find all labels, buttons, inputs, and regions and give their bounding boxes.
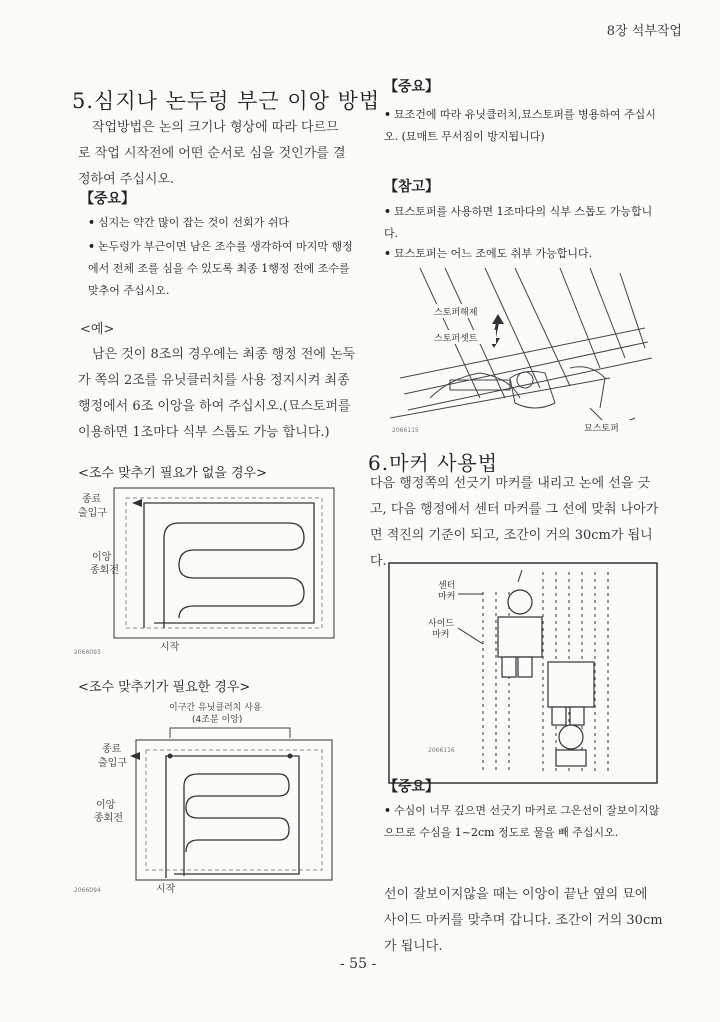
stopper-release-label: 스토퍼해제 bbox=[434, 308, 478, 318]
right-note1-text: • 묘조건에 따라 유닛클러치,묘스토퍼를 병용하여 주십시오. (묘매트 무서짐이 방지됩니다) bbox=[384, 108, 656, 143]
case1-title: <조수 맞추기 필요가 없을 경우> bbox=[78, 466, 268, 481]
d2-label-entry: 출입구 bbox=[98, 758, 127, 769]
d2-top-label1: 이구간 유닛클러치 사용 bbox=[169, 703, 262, 713]
d1-label-end: 종료 bbox=[82, 494, 102, 505]
seedling-stopper-illustration bbox=[390, 268, 655, 440]
d1-label-entry: 출입구 bbox=[78, 508, 107, 519]
d1-label-turn1: 이앙 bbox=[92, 552, 112, 563]
d2-top-label2: (4조분 이앙) bbox=[192, 715, 243, 725]
planter-unit-1 bbox=[498, 617, 542, 657]
field-boundary bbox=[114, 488, 334, 638]
d2-label-turn2: 종회전 bbox=[94, 813, 123, 824]
d1-code: 2066093 bbox=[74, 649, 101, 656]
route-inner bbox=[164, 523, 304, 628]
section5-bullet-1: • 심지는 약간 많이 잡는 것이 선회가 쉬다 bbox=[88, 216, 290, 229]
section5-note-label: 【중요】 bbox=[80, 191, 136, 207]
side-marker-leader bbox=[458, 628, 483, 644]
stopper-label: 묘스토퍼 bbox=[584, 424, 619, 434]
d2-label-turn1: 이앙 bbox=[96, 800, 116, 811]
planter-unit-2 bbox=[548, 662, 594, 707]
center-marker-label-2: 마커 bbox=[438, 592, 456, 602]
section6-closing: 선이 잘보이지않을 때는 이앙이 끝난 옆의 묘에 사이드 마커를 맞추며 갑니다. 조간이 거의 30cm가 됩니다. bbox=[384, 887, 663, 954]
section5-bullet-2: • 논두렁가 부근이면 남은 조수를 생각하여 마지막 행정에서 전체 조를 심을 수 있도록 최종 1행정 전에 조수를 맞추어 주십시오. bbox=[88, 240, 353, 297]
case2-title: <조수 맞추기가 필요한 경우> bbox=[78, 680, 251, 695]
page-number: - 55 - bbox=[340, 956, 377, 972]
stopper-fig-code: 2066115 bbox=[392, 427, 419, 434]
side-marker-label-1: 사이드 bbox=[428, 619, 455, 629]
center-marker-label-1: 센터 bbox=[438, 581, 456, 591]
stopper-set-label: 스토퍼셋트 bbox=[434, 334, 478, 344]
clutch-start-point bbox=[168, 754, 173, 759]
arrow-end-icon bbox=[132, 499, 142, 507]
d2-label-start: 시작 bbox=[156, 884, 176, 895]
center-marker-rod bbox=[518, 570, 522, 582]
d2-code: 2066094 bbox=[74, 887, 101, 894]
d1-label-start: 시작 bbox=[160, 642, 180, 653]
marker-usage-illustration bbox=[388, 562, 658, 784]
section6-note-label: 【중요】 bbox=[384, 779, 440, 795]
right-note2-bullet-1: • 묘스토퍼를 사용하면 1조마다의 식부 스톱도 가능합니다. bbox=[384, 205, 653, 240]
section5-intro: 작업방법은 논의 크기나 형상에 따라 다르므로 작업 시작전에 어떤 순서로 심을 것인가를 결정하여 주십시오. bbox=[78, 120, 346, 187]
tractor-body-1 bbox=[508, 590, 532, 614]
chapter-header: 8장 석부작업 bbox=[606, 24, 682, 39]
clutch-end-point bbox=[288, 754, 293, 759]
example-label: <예> bbox=[80, 322, 115, 337]
d2-label-end: 종료 bbox=[102, 744, 122, 755]
headland-line-2 bbox=[146, 750, 322, 870]
section6-note-text: • 수심이 너무 깊으면 선긋기 마커로 그은선이 잘보이지않으므로 수심을 1~2cm 정도로 물을 빼 주십시오. bbox=[384, 804, 660, 839]
marker-fig-code: 2066116 bbox=[428, 747, 455, 754]
section6-title: 6.마커 사용법 bbox=[368, 451, 499, 475]
tractor-body-2 bbox=[559, 725, 583, 749]
route-inner-2 bbox=[184, 774, 289, 876]
section6-text: 다음 행정쪽의 선긋기 마커를 내리고 논에 선을 긋고, 다음 행정에서 센터 마커를 그 선에 맞춰 나아가면 적진의 기준이 되고, 조간이 거의 30cm가 됩니다. bbox=[370, 476, 659, 569]
planting-route-diagram-2 bbox=[74, 696, 364, 896]
headland-line bbox=[126, 498, 322, 628]
right-note2-label: 【참고】 bbox=[384, 179, 440, 195]
section5-title: 5.심지나 논두렁 부근 이앙 방법 bbox=[72, 89, 381, 113]
right-note2-bullet-2: • 묘스토퍼는 어느 조에도 취부 가능합니다. bbox=[384, 247, 593, 260]
arrow-end-icon-2 bbox=[130, 752, 140, 760]
unit-clutch-bracket bbox=[170, 728, 290, 738]
right-note1-label: 【중요】 bbox=[384, 79, 440, 95]
example-text: 남은 것이 8조의 경우에는 최종 행정 전에 논둑가 쪽의 2조를 유닛클러치를 사용 정지시켜 최종행정에서 6조 이앙을 하여 주십시오.(묘스토퍼를 이용하면 1조마다 식부 스톱도 가능 합니다.) bbox=[78, 347, 356, 440]
route-outer bbox=[144, 503, 314, 628]
d1-label-turn2: 종회전 bbox=[90, 565, 119, 576]
planting-route-diagram-1 bbox=[74, 478, 364, 658]
side-marker-label-2: 마커 bbox=[432, 630, 450, 640]
